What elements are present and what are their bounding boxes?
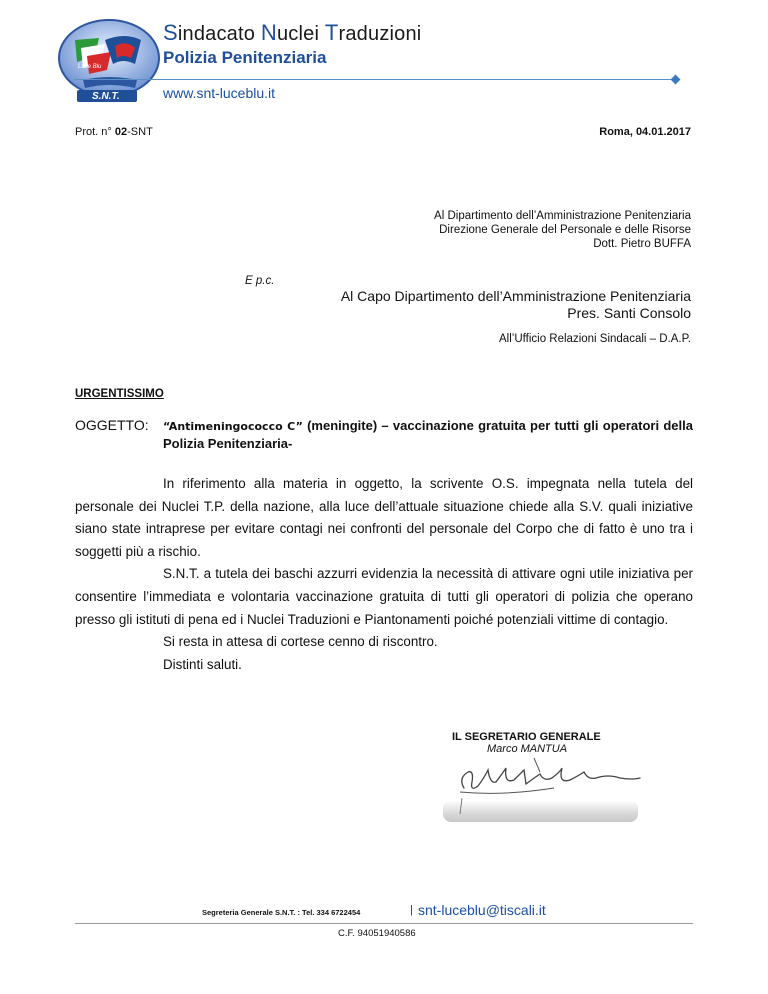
logo-ribbon-text: Luce Blu [78,64,102,70]
recipient-secondary-line: Al Capo Dipartimento dell’Amministrazione Penitenziaria [340,288,691,304]
footer-divider [75,923,693,924]
footer-email-link[interactable]: snt-luceblu@tiscali.it [418,902,546,918]
protocol-value: 02 [114,126,128,138]
recipient-primary-line: Direzione Generale del Personale e delle Risorse [439,224,691,236]
recipient-tertiary: All’Ufficio Relazioni Sindacali – D.A.P. [499,333,691,345]
body-paragraph: Distinti saluti. [163,656,242,672]
subject-vaccine: “Antimeningococco C” [163,420,303,433]
body-paragraph: In riferimento alla materia in oggetto, la scrivente O.S. impegnata nella tutela del personale dei Nuclei T.P. della nazione, alla luce dell’attuale situazione chiede alla S.V. quali iniziative siano state intraprese per evitare contagi nei confronti del personale del Corpo che di fatto è uno tra i soggetti più a rischio. [75,476,693,559]
org-name-n-rest: uclei [276,23,325,45]
signatory-name: Marco MANTUA [487,743,568,755]
recipient-primary-line: Al Dipartimento dell’Amministrazione Penitenziaria [434,210,691,222]
body-paragraph: Si resta in attesa di cortese cenno di riscontro. [163,634,438,650]
org-name-s-rest: indacato [177,23,261,45]
footer-fiscal-code: C.F. 94051940586 [338,928,416,939]
letter-date: Roma, 04.01.2017 [599,126,691,138]
org-name-s: S [163,20,178,45]
recipient-primary-line: Dott. Pietro BUFFA [593,238,691,250]
footer-separator: | [410,904,413,916]
protocol-suffix: -SNT [127,126,153,138]
subject-text [163,417,693,452]
letter-body [75,473,693,676]
subject-label: OGGETTO: [75,417,149,433]
org-name-n: N [260,20,277,45]
footer-secretariat: Segreteria Generale S.N.T. : Tel. 334 6722454 [202,908,361,917]
snt-logo-icon [55,18,163,102]
logo-badge: S.N.T. [92,91,120,102]
website-link[interactable]: www.snt-luceblu.it [163,85,276,101]
body-paragraph: S.N.T. a tutela dei baschi azzurri evidenzia la necessità di attivare ogni utile iniziativa per consentire l’immediata e volontaria vaccinazione gratuita di tutti gli operatori di polizia che operano presso gli istituti di pena ed i Nuclei Traduzioni e Piantonamenti poiché potenziali vittime di contagio. [75,566,693,627]
recipient-primary [434,209,691,251]
org-name-t: T [324,20,339,45]
recipient-secondary [341,288,691,321]
header-divider [75,79,673,80]
header-divider-diamond-icon [671,75,681,85]
urgent-label: URGENTISSIMO [75,388,164,400]
org-name-t-rest: raduzioni [338,23,422,45]
org-subtitle: Polizia Penitenziaria [163,48,327,67]
handwritten-signature-icon [444,748,644,816]
protocol-number [75,126,153,138]
recipient-secondary-line: Pres. Santi Consolo [567,304,691,321]
signatory-title: IL SEGRETARIO GENERALE [452,731,601,743]
protocol-prefix: Prot. n° [75,126,112,138]
subject-description: (meningite) – vaccinazione gratuita per tutti gli operatori della Polizia Penitenziaria- [163,418,693,451]
org-name [163,20,421,46]
cc-label: E p.c. [245,275,275,287]
